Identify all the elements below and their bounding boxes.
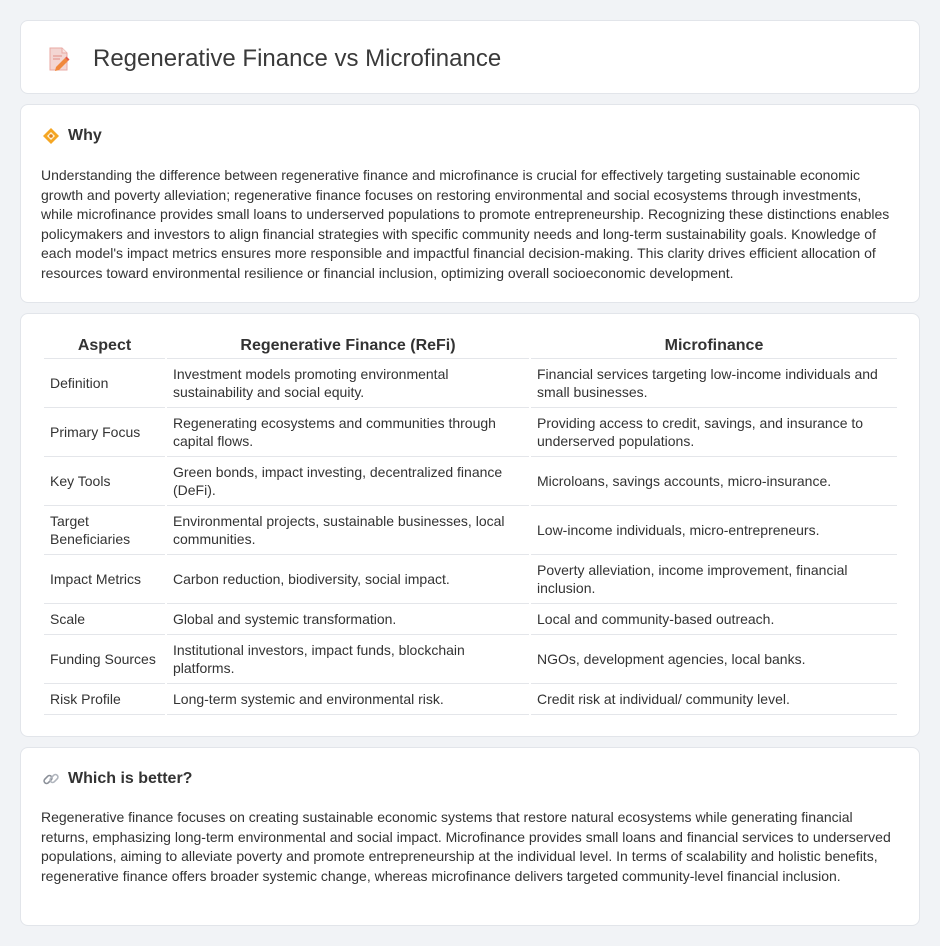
refi-cell: Carbon reduction, biodiversity, social impact. <box>167 555 529 604</box>
why-heading: Why <box>68 127 102 144</box>
aspect-cell: Scale <box>44 604 165 635</box>
table-row <box>44 457 897 506</box>
header-aspect: Aspect <box>44 334 165 359</box>
document-pencil-icon <box>47 46 71 72</box>
refi-cell: Institutional investors, impact funds, blockchain platforms. <box>167 635 529 684</box>
title-row <box>47 45 501 73</box>
refi-cell: Environmental projects, sustainable businesses, local communities. <box>167 506 529 555</box>
refi-cell: Investment models promoting environmental sustainability and social equity. <box>167 359 529 408</box>
microfinance-cell: Microloans, savings accounts, micro-insurance. <box>531 457 897 506</box>
header-microfinance: Microfinance <box>531 334 897 359</box>
aspect-cell: Target Beneficiaries <box>44 506 165 555</box>
table-row <box>44 555 897 604</box>
page-title: Regenerative Finance vs Microfinance <box>93 45 502 72</box>
aspect-cell: Risk Profile <box>44 684 165 715</box>
link-icon <box>42 770 60 788</box>
table-row <box>44 604 897 635</box>
header-card <box>20 20 920 94</box>
table-row <box>44 359 897 408</box>
aspect-cell: Definition <box>44 359 165 408</box>
microfinance-cell: Financial services targeting low-income individuals and small businesses. <box>531 359 897 408</box>
why-text: Understanding the difference between regenerative finance and microfinance is crucial for effectively targeting sustainable economic growth and poverty alleviation; regenerative finance focuses on restoring environmental and social ecosystems through investments, while microfinance provides small loans to underserved populations to promote entrepreneurship. Recognizing these distinctions enables policymakers and investors to align financial strategies with specific community needs and long-term sustainability goals. Knowledge of each model's impact metrics ensures more responsible and impactful financial decision-making. This clarity drives efficient allocation of resources toward environmental resilience or financial inclusion, optimizing overall socioeconomic development. <box>41 167 890 281</box>
microfinance-cell: NGOs, development agencies, local banks. <box>531 635 897 684</box>
refi-cell: Global and systemic transformation. <box>167 604 529 635</box>
microfinance-cell: Low-income individuals, micro-entrepreneurs. <box>531 506 897 555</box>
aspect-cell: Funding Sources <box>44 635 165 684</box>
better-heading-row <box>42 770 192 788</box>
better-heading: Which is better? <box>68 770 193 787</box>
refi-cell: Green bonds, impact investing, decentralized finance (DeFi). <box>167 457 529 506</box>
comparison-table-card <box>20 313 920 737</box>
refi-cell: Regenerating ecosystems and communities through capital flows. <box>167 408 529 457</box>
table-row <box>44 408 897 457</box>
table-row <box>44 635 897 684</box>
aspect-cell: Primary Focus <box>44 408 165 457</box>
microfinance-cell: Providing access to credit, savings, and insurance to underserved populations. <box>531 408 897 457</box>
which-is-better-card <box>20 747 920 926</box>
table-row <box>44 506 897 555</box>
microfinance-cell: Local and community-based outreach. <box>531 604 897 635</box>
microfinance-cell: Poverty alleviation, income improvement, financial inclusion. <box>531 555 897 604</box>
diamond-icon <box>42 127 60 145</box>
better-text: Regenerative finance focuses on creating sustainable economic systems that restore natural ecosystems while generating financial returns, emphasizing long-term environmental and social impact. Microfinance provides small loans and financial services to underserved populations, aiming to alleviate poverty and promote entrepreneurship at the individual level. In terms of scalability and holistic benefits, regenerative finance offers broader systemic change, whereas microfinance delivers targeted community-level financial inclusion. <box>41 809 891 884</box>
aspect-cell: Impact Metrics <box>44 555 165 604</box>
table-row <box>44 684 897 715</box>
microfinance-cell: Credit risk at individual/ community level. <box>531 684 897 715</box>
refi-cell: Long-term systemic and environmental risk. <box>167 684 529 715</box>
comparison-table <box>42 334 899 715</box>
aspect-cell: Key Tools <box>44 457 165 506</box>
why-heading-row <box>42 127 102 145</box>
header-refi: Regenerative Finance (ReFi) <box>167 334 529 359</box>
why-card <box>20 104 920 303</box>
table-header-row <box>44 334 897 359</box>
